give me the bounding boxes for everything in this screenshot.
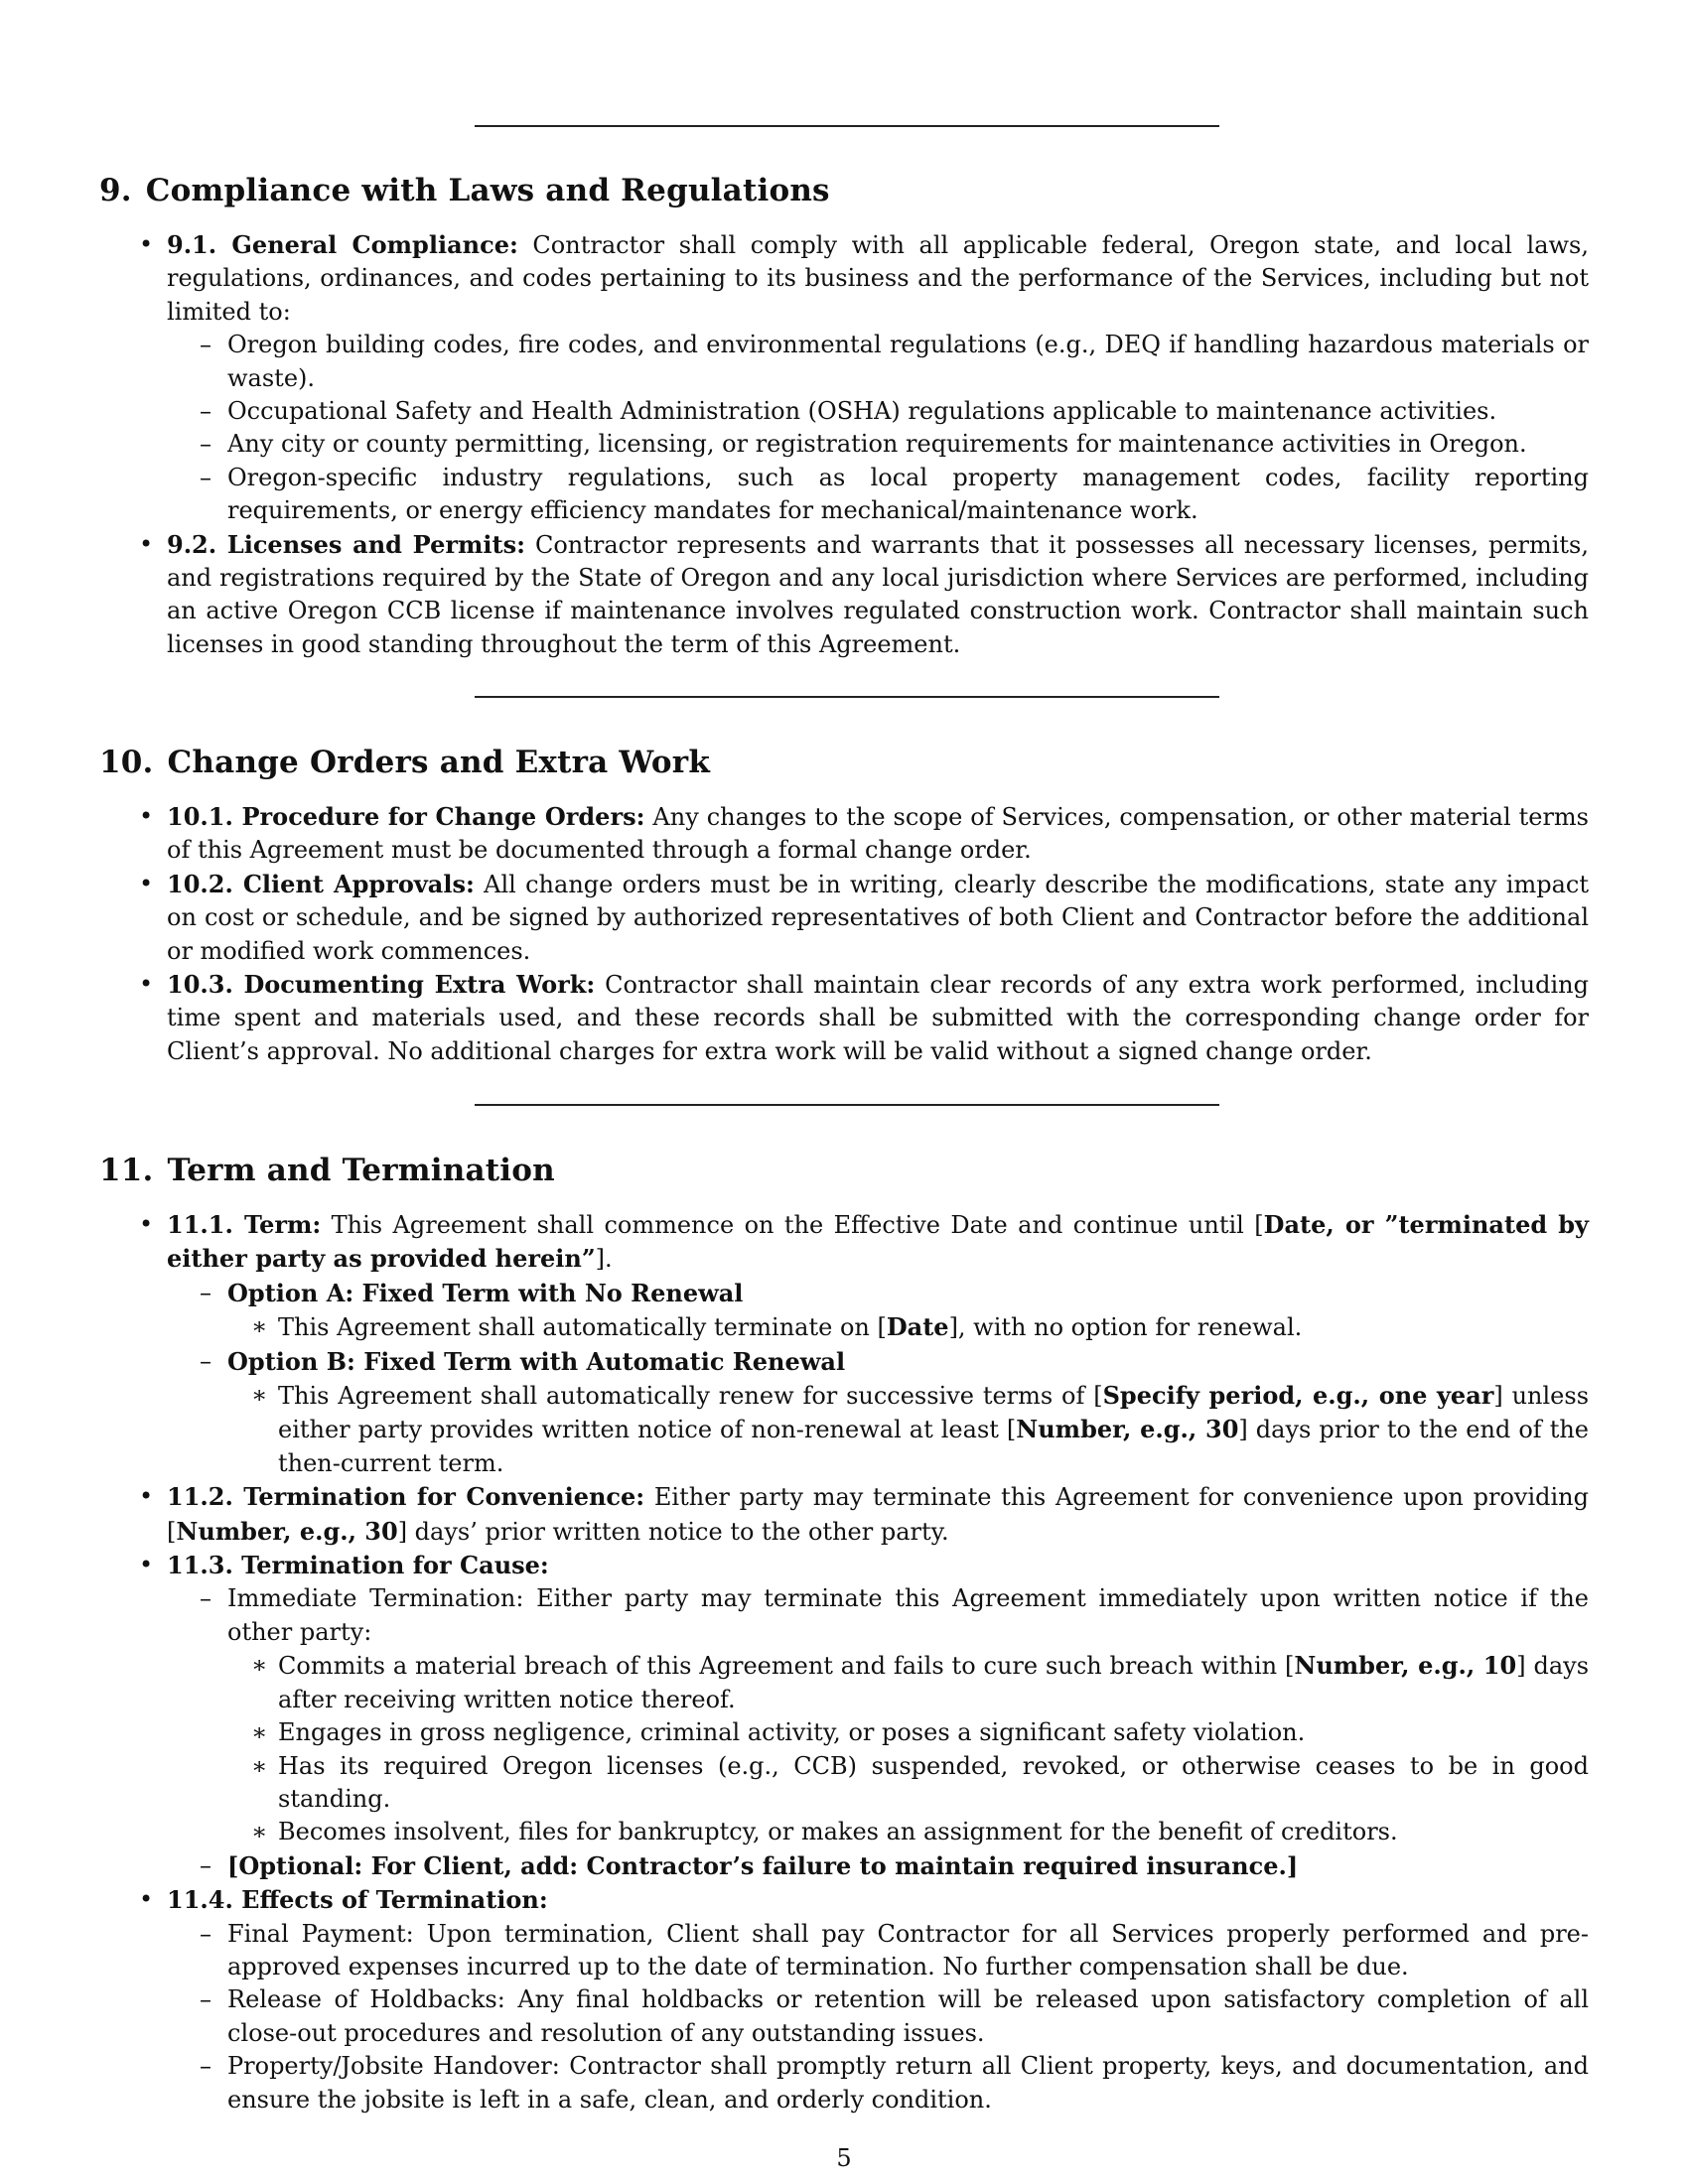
section-10 xyxy=(99,743,1589,1068)
clause-label: 11.4. Effects of Termination: xyxy=(167,1885,548,1915)
list-item: – Immediate Termination: Either party may terminate this Agreement immediately upon written notice if the other party: ∗ Commits a material breach of this Agreement and fails to cure such breach within [Number, e.g., 10] days after receiving written notice thereof. ∗ Engages in gross negligence, criminal activity, or poses a significant safety violation. ∗ Has its required Oregon licenses (e.g., CCB) suspended, revoked, or otherwise ceases to be in good standing. ∗ Becomes insolvent, files for bankruptcy, or makes an assignment for the benefit of creditors. xyxy=(167,1582,1589,1848)
sub-sub-list xyxy=(227,1649,1589,1848)
clause-label: 9.1. General Compliance: xyxy=(167,230,518,259)
page-number: 5 xyxy=(836,2144,852,2172)
section-11 xyxy=(99,1151,1589,2116)
list-item: – Occupational Safety and Health Administration (OSHA) regulations applicable to maintenance activities. xyxy=(167,395,1589,428)
list-item: – Release of Holdbacks: Any final holdbacks or retention will be released upon satisfactory completion of all close-out procedures and resolution of any outstanding issues. xyxy=(167,1983,1589,2050)
clause-label: 11.3. Termination for Cause: xyxy=(167,1551,549,1580)
section-9 xyxy=(99,171,1589,661)
clause-11-1: • 11.1. Term: This Agreement shall commence on the Effective Date and continue until [Date, or ”terminated by either party as provided herein”]. – Option A: Fixed Term with No Renewal ∗ This Agreement shall automatically terminate on [Date], with no option for renewal. – Option B: Fixed Term with Automatic Renewal ∗ This Agreement shall automatically renew for successive terms of [Specify period, e.g., one year] unless either party provides written notice of non-renewal at least [Number, e.g., 30] days prior to the end of the then-current term. xyxy=(99,1208,1589,1480)
clause-9-1: • 9.1. General Compliance: Contractor shall comply with all applicable federal, Oregon state, and local laws, regulations, ordinances, and codes pertaining to its business and the performance of the Services, including but not limited to: – Oregon building codes, fire codes, and environmental regulations (e.g., DEQ if handling hazardous materials or waste). – Occupational Safety and Health Administration (OSHA) regulations applicable to maintenance activities. – Any city or county permitting, licensing, or registration requirements for maintenance activities in Oregon. – Oregon-specific industry regulations, such as local property management codes, facility reporting requirements, or energy efficiency mandates for mechanical/maintenance work. xyxy=(99,228,1589,528)
sub-sub-list xyxy=(227,1379,1589,1480)
list-item: – Property/Jobsite Handover: Contractor shall promptly return all Client property, keys, and documentation, and ensure the jobsite is left in a safe, clean, and orderly condition. xyxy=(167,2050,1589,2116)
section-heading: 11. Term and Termination xyxy=(99,1153,555,1188)
clause-list xyxy=(99,1208,1589,2116)
horizontal-rule xyxy=(475,1104,1219,1106)
option-b: – Option B: Fixed Term with Automatic Renewal ∗ This Agreement shall automatically renew for successive terms of [Specify period, e.g., one year] unless either party provides written notice of non-renewal at least [Number, e.g., 30] days prior to the end of the then-current term. xyxy=(167,1345,1589,1481)
list-item: ∗ Engages in gross negligence, criminal activity, or poses a significant safety violation. xyxy=(227,1716,1589,1749)
sub-list xyxy=(167,1918,1589,2116)
section-heading: 9. Compliance with Laws and Regulations xyxy=(99,173,830,208)
list-item: ∗ Commits a material breach of this Agreement and fails to cure such breach within [Number, e.g., 10] days after receiving written notice thereof. xyxy=(227,1649,1589,1716)
section-heading: 10. Change Orders and Extra Work xyxy=(99,745,710,780)
clause-11-4 xyxy=(99,1883,1589,2116)
clause-10-2: • 10.2. Client Approvals: All change orders must be in writing, clearly describe the modifications, state any impact on cost or schedule, and be signed by authorized representatives of both Client and Contractor before the additional or modified work commences. xyxy=(99,868,1589,968)
clause-9-2: • 9.2. Licenses and Permits: Contractor represents and warrants that it possesses all necessary licenses, permits, and registrations required by the State of Oregon and any local jurisdiction where Services are performed, including an active Oregon CCB license if maintenance involves regulated construction work. Contractor shall maintain such licenses in good standing throughout the term of this Agreement. xyxy=(99,528,1589,662)
clause-11-3 xyxy=(99,1549,1589,1883)
list-item: – Oregon-specific industry regulations, such as local property management codes, facility reporting requirements, or energy efficiency mandates for mechanical/maintenance work. xyxy=(167,462,1589,528)
list-item: – Any city or county permitting, licensing, or registration requirements for maintenance activities in Oregon. xyxy=(167,428,1589,461)
clause-11-2: • 11.2. Termination for Convenience: Either party may terminate this Agreement for convenience upon providing [Number, e.g., 30] days’ prior written notice to the other party. xyxy=(99,1480,1589,1549)
clause-label: 10.1. Procedure for Change Orders: xyxy=(167,802,645,831)
list-item: – Oregon building codes, fire codes, and environmental regulations (e.g., DEQ if handling hazardous materials or waste). xyxy=(167,329,1589,395)
clause-label: 10.2. Client Approvals: xyxy=(167,869,475,898)
sub-sub-list xyxy=(227,1310,1589,1344)
option-a: – Option A: Fixed Term with No Renewal ∗ This Agreement shall automatically terminate on [Date], with no option for renewal. xyxy=(167,1277,1589,1345)
sub-list xyxy=(167,329,1589,527)
clause-10-1: • 10.1. Procedure for Change Orders: Any changes to the scope of Services, compensation, or other material terms of this Agreement must be documented through a formal change order. xyxy=(99,800,1589,868)
list-item: ∗ Has its required Oregon licenses (e.g., CCB) suspended, revoked, or otherwise ceases to be in good standing. xyxy=(227,1750,1589,1817)
clause-10-3: • 10.3. Documenting Extra Work: Contractor shall maintain clear records of any extra work performed, including time spent and materials used, and these records shall be submitted with the corresponding change order for Client’s approval. No additional charges for extra work will be valid without a signed change order. xyxy=(99,968,1589,1068)
clause-label: 11.1. Term: xyxy=(167,1210,322,1239)
list-item: ∗ Becomes insolvent, files for bankruptcy, or makes an assignment for the benefit of creditors. xyxy=(227,1816,1589,1848)
horizontal-rule xyxy=(475,696,1219,698)
document-page xyxy=(99,0,1589,2184)
list-item: – Final Payment: Upon termination, Client shall pay Contractor for all Services properly performed and pre-approved expenses incurred up to the date of termination. No further compensation shall be due. xyxy=(167,1918,1589,1984)
list-item: ∗ This Agreement shall automatically terminate on [Date], with no option for renewal. xyxy=(227,1310,1589,1344)
clause-label: 11.2. Termination for Convenience: xyxy=(167,1482,645,1512)
sub-list xyxy=(167,1582,1589,1883)
horizontal-rule xyxy=(475,125,1219,127)
clause-label: 9.2. Licenses and Permits: xyxy=(167,529,525,559)
clause-list xyxy=(99,228,1589,661)
list-item: – [Optional: For Client, add: Contractor’s failure to maintain required insurance.] xyxy=(167,1849,1589,1883)
clause-label: 10.3. Documenting Extra Work: xyxy=(167,970,596,1000)
clause-list xyxy=(99,800,1589,1068)
list-item: ∗ This Agreement shall automatically renew for successive terms of [Specify period, e.g., one year] unless either party provides written notice of non-renewal at least [Number, e.g., 30] days prior to the end of the then-current term. xyxy=(227,1379,1589,1480)
sub-list xyxy=(167,1277,1589,1480)
